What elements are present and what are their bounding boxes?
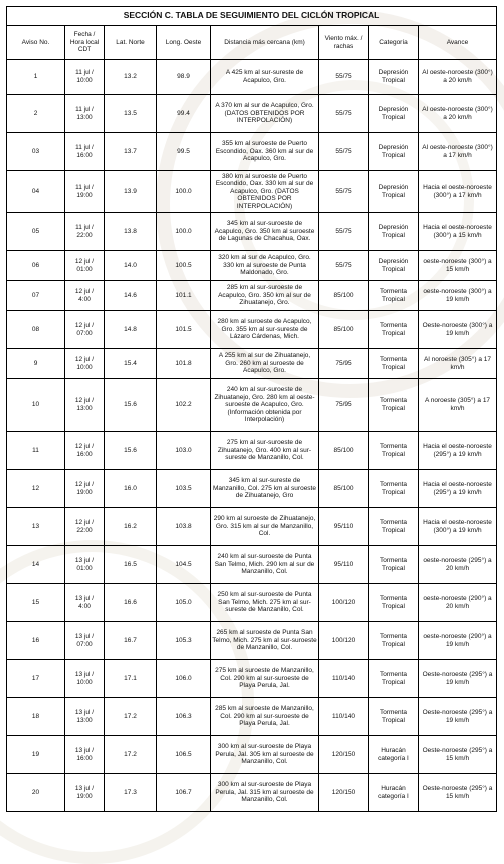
col-header-viento: Viento máx. / rachas — [319, 26, 369, 60]
cell-avance: Al noroeste (305°) a 17 km/h — [419, 349, 497, 379]
cell-lat: 16.5 — [105, 546, 157, 584]
table-row — [7, 736, 497, 774]
cell-lon: 103.5 — [157, 470, 211, 508]
cell-distancia: 300 km al sur-suroeste de Playa Perula, Jal. 305 km al suroeste de Manzanillo, Col. — [211, 736, 319, 774]
cell-aviso: 08 — [7, 311, 65, 349]
table-row — [7, 171, 497, 213]
cell-categoria: Depresión Tropical — [369, 95, 419, 133]
cell-categoria: Huracán categoría I — [369, 736, 419, 774]
cell-viento: 55/75 — [319, 133, 369, 171]
cell-fecha: 13 jul / 19:00 — [65, 774, 105, 812]
cell-viento: 100/120 — [319, 584, 369, 622]
cell-viento: 100/120 — [319, 622, 369, 660]
cell-fecha: 11 jul / 19:00 — [65, 171, 105, 213]
cell-fecha: 13 jul / 13:00 — [65, 698, 105, 736]
cell-aviso: 18 — [7, 698, 65, 736]
cell-lat: 15.4 — [105, 349, 157, 379]
cell-viento: 85/100 — [319, 432, 369, 470]
cell-fecha: 12 jul / 16:00 — [65, 432, 105, 470]
cell-lon: 106.3 — [157, 698, 211, 736]
cell-fecha: 11 jul / 16:00 — [65, 133, 105, 171]
cell-avance: oeste-noroeste (300°) a 19 km/h — [419, 281, 497, 311]
cell-viento: 110/140 — [319, 660, 369, 698]
cell-lat: 16.2 — [105, 508, 157, 546]
cell-fecha: 12 jul / 13:00 — [65, 379, 105, 432]
cell-lon: 100.0 — [157, 171, 211, 213]
cell-categoria: Depresión Tropical — [369, 133, 419, 171]
cell-avance: Al oeste-noroeste (300°) a 20 km/h — [419, 60, 497, 95]
cell-aviso: 17 — [7, 660, 65, 698]
col-header-fecha: Fecha / Hora local CDT — [65, 26, 105, 60]
cell-distancia: 265 km al suroeste de Punta San Telmo, Mich. 275 km al sur-suroeste de Manzanillo, Col. — [211, 622, 319, 660]
cell-distancia: 275 km al suroeste de Manzanillo, Col. 290 km al sur-suroeste de Playa Perula, Jal. — [211, 660, 319, 698]
cell-viento: 55/75 — [319, 60, 369, 95]
cell-avance: Oeste-noroeste (300°) a 19 km/h — [419, 311, 497, 349]
cell-aviso: 19 — [7, 736, 65, 774]
tracking-table — [6, 6, 497, 812]
table-row — [7, 584, 497, 622]
cell-fecha: 13 jul / 4:00 — [65, 584, 105, 622]
cell-lon: 106.5 — [157, 736, 211, 774]
col-header-avance: Avance — [419, 26, 497, 60]
cell-viento: 55/75 — [319, 171, 369, 213]
cell-distancia: 380 km al suroeste de Puerto Escondido, Oax. 330 km al sur de Acapulco, Gro. (DATOS OBTENIDOS POR INTERPOLACIÓN) — [211, 171, 319, 213]
cell-aviso: 12 — [7, 470, 65, 508]
cell-lat: 15.6 — [105, 379, 157, 432]
cell-categoria: Tormenta Tropical — [369, 508, 419, 546]
cell-distancia: 320 km al sur de Acapulco, Gro. 330 km al suroeste de Punta Maldonado, Gro. — [211, 251, 319, 281]
cell-distancia: 240 km al sur-suroeste de Punta San Telmo, Mich. 290 km al sur de Manzanillo, Col. — [211, 546, 319, 584]
cell-distancia: 345 km al sur-sureste de Manzanillo, Col. 275 km al suroeste de Zihuatanejo, Gro — [211, 470, 319, 508]
cell-lon: 100.0 — [157, 213, 211, 251]
cell-categoria: Depresión Tropical — [369, 171, 419, 213]
cell-categoria: Tormenta Tropical — [369, 432, 419, 470]
cell-distancia: 280 km al suroeste de Acapulco, Gro. 355 km al sur-sureste de Lázaro Cárdenas, Mich. — [211, 311, 319, 349]
cell-aviso: 14 — [7, 546, 65, 584]
table-title: SECCIÓN C. TABLA DE SEGUIMIENTO DEL CICLÓN TROPICAL — [7, 7, 497, 26]
cell-categoria: Depresión Tropical — [369, 251, 419, 281]
cell-categoria: Tormenta Tropical — [369, 349, 419, 379]
cell-lon: 105.0 — [157, 584, 211, 622]
table-row — [7, 311, 497, 349]
cell-categoria: Tormenta Tropical — [369, 660, 419, 698]
cell-distancia: 345 km al sur-suroeste de Acapulco, Gro. 350 km al suroeste de Lagunas de Chacahua, Oax. — [211, 213, 319, 251]
cell-aviso: 20 — [7, 774, 65, 812]
cell-aviso: 1 — [7, 60, 65, 95]
cell-avance: oeste-noroeste (290°) a 19 km/h — [419, 622, 497, 660]
cell-fecha: 12 jul / 4:00 — [65, 281, 105, 311]
cell-aviso: 11 — [7, 432, 65, 470]
cell-viento: 55/75 — [319, 95, 369, 133]
table-row — [7, 432, 497, 470]
cell-avance: Oeste-noroeste (295°) a 15 km/h — [419, 736, 497, 774]
cell-fecha: 13 jul / 07:00 — [65, 622, 105, 660]
cell-avance: Oeste-noroeste (295°) a 15 km/h — [419, 774, 497, 812]
cell-viento: 120/150 — [319, 736, 369, 774]
header-row — [7, 26, 497, 60]
table-row — [7, 622, 497, 660]
cell-distancia: 300 km al sur-suroeste de Playa Perula, Jal. 315 km al suroeste de Manzanillo, Col. — [211, 774, 319, 812]
table-row — [7, 470, 497, 508]
cell-lat: 13.5 — [105, 95, 157, 133]
cell-lon: 106.7 — [157, 774, 211, 812]
cell-lon: 101.8 — [157, 349, 211, 379]
cell-viento: 110/140 — [319, 698, 369, 736]
col-header-categoria: Categoría — [369, 26, 419, 60]
cell-viento: 95/110 — [319, 508, 369, 546]
cell-avance: Hacia el oeste-noroeste (300°) a 19 km/h — [419, 508, 497, 546]
cell-lat: 13.2 — [105, 60, 157, 95]
cell-viento: 75/95 — [319, 349, 369, 379]
cell-viento: 75/95 — [319, 379, 369, 432]
cell-fecha: 11 jul / 22:00 — [65, 213, 105, 251]
cell-distancia: 275 km al sur-suroeste de Zihuatanejo, Gro. 400 km al sur-sureste de Manzanillo, Col. — [211, 432, 319, 470]
table-row — [7, 660, 497, 698]
cell-categoria: Depresión Tropical — [369, 213, 419, 251]
cell-lat: 14.8 — [105, 311, 157, 349]
table-row — [7, 95, 497, 133]
cell-distancia: A 255 km al sur de Zihuatanejo, Gro. 260 km al suroeste de Acapulco, Gro. — [211, 349, 319, 379]
cell-aviso: 06 — [7, 251, 65, 281]
cell-fecha: 12 jul / 22:00 — [65, 508, 105, 546]
cell-fecha: 12 jul / 19:00 — [65, 470, 105, 508]
cell-avance: Hacia el oeste-noroeste (300°) a 17 km/h — [419, 171, 497, 213]
cell-avance: Hacia el oeste-noroeste (300°) a 15 km/h — [419, 213, 497, 251]
cell-distancia: 240 km al sur-suroeste de Zihuatanejo, Gro. 280 km al oeste-suroeste de Acapulco, Gro. (Información obtenida por Interpolación) — [211, 379, 319, 432]
cell-fecha: 12 jul / 10:00 — [65, 349, 105, 379]
table-row — [7, 349, 497, 379]
cell-distancia: 285 km al sur-suroeste de Acapulco, Gro. 350 km al sur de Zihuatanejo, Gro. — [211, 281, 319, 311]
cell-avance: Hacia el oeste-noroeste (295°) a 19 km/h — [419, 470, 497, 508]
cell-avance: A noroeste (305°) a 17 km/h — [419, 379, 497, 432]
cell-avance: Oeste-noroeste (295°) a 19 km/h — [419, 660, 497, 698]
cell-avance: oeste-noroeste (290°) a 20 km/h — [419, 584, 497, 622]
cell-lat: 14.6 — [105, 281, 157, 311]
table-row — [7, 281, 497, 311]
cell-lon: 105.3 — [157, 622, 211, 660]
cell-avance: Hacia el oeste-noroeste (295°) a 19 km/h — [419, 432, 497, 470]
cell-viento: 85/100 — [319, 311, 369, 349]
table-row — [7, 379, 497, 432]
cell-lon: 99.5 — [157, 133, 211, 171]
cell-fecha: 13 jul / 01:00 — [65, 546, 105, 584]
cell-categoria: Tormenta Tropical — [369, 470, 419, 508]
cell-fecha: 13 jul / 16:00 — [65, 736, 105, 774]
cell-lon: 102.2 — [157, 379, 211, 432]
cell-lat: 17.3 — [105, 774, 157, 812]
cell-viento: 85/100 — [319, 281, 369, 311]
cell-aviso: 15 — [7, 584, 65, 622]
table-row — [7, 774, 497, 812]
table-body — [7, 60, 497, 812]
table-row — [7, 60, 497, 95]
cell-lat: 16.7 — [105, 622, 157, 660]
cell-lon: 98.9 — [157, 60, 211, 95]
table-row — [7, 133, 497, 171]
cell-avance: oeste-noroeste (295°) a 20 km/h — [419, 546, 497, 584]
cell-fecha: 12 jul / 07:00 — [65, 311, 105, 349]
cell-lon: 103.8 — [157, 508, 211, 546]
cell-lon: 99.4 — [157, 95, 211, 133]
cell-aviso: 03 — [7, 133, 65, 171]
cell-categoria: Tormenta Tropical — [369, 379, 419, 432]
cell-categoria: Depresión Tropical — [369, 60, 419, 95]
table-row — [7, 213, 497, 251]
cell-avance: Oeste-noroeste (295°) a 19 km/h — [419, 698, 497, 736]
cell-fecha: 13 jul / 10:00 — [65, 660, 105, 698]
cell-aviso: 07 — [7, 281, 65, 311]
cell-categoria: Huracán categoría I — [369, 774, 419, 812]
table-row — [7, 508, 497, 546]
cell-distancia: 290 km al suroeste de Zihuatanejo, Gro. 315 km al sur de Manzanillo, Col. — [211, 508, 319, 546]
table-row — [7, 698, 497, 736]
cell-aviso: 10 — [7, 379, 65, 432]
cell-lat: 15.6 — [105, 432, 157, 470]
cell-aviso: 2 — [7, 95, 65, 133]
cell-distancia: 355 km al suroeste de Puerto Escondido, Oax. 360 km al sur de Acapulco, Gro. — [211, 133, 319, 171]
col-header-distancia: Distancia más cercana (km) — [211, 26, 319, 60]
cell-lat: 13.8 — [105, 213, 157, 251]
cell-fecha: 11 jul / 10:00 — [65, 60, 105, 95]
table-row — [7, 546, 497, 584]
cell-viento: 55/75 — [319, 251, 369, 281]
cell-viento: 85/100 — [319, 470, 369, 508]
tracking-table-document — [6, 6, 496, 812]
cell-categoria: Tormenta Tropical — [369, 281, 419, 311]
cell-avance: oeste-noroeste (300°) a 15 km/h — [419, 251, 497, 281]
cell-aviso: 13 — [7, 508, 65, 546]
cell-viento: 120/150 — [319, 774, 369, 812]
cell-aviso: 04 — [7, 171, 65, 213]
cell-distancia: 285 km al suroeste de Manzanillo, Col. 290 km al sur-suroeste de Playa Perula, Jal. — [211, 698, 319, 736]
cell-lon: 104.5 — [157, 546, 211, 584]
cell-lon: 101.1 — [157, 281, 211, 311]
cell-lat: 13.7 — [105, 133, 157, 171]
cell-categoria: Tormenta Tropical — [369, 622, 419, 660]
cell-categoria: Tormenta Tropical — [369, 546, 419, 584]
cell-aviso: 9 — [7, 349, 65, 379]
cell-viento: 95/110 — [319, 546, 369, 584]
cell-lat: 17.1 — [105, 660, 157, 698]
col-header-lon: Long. Oeste — [157, 26, 211, 60]
cell-lat: 13.9 — [105, 171, 157, 213]
cell-lon: 106.0 — [157, 660, 211, 698]
table-row — [7, 251, 497, 281]
cell-distancia: A 370 km al sur de Acapulco, Gro. (DATOS OBTENIDOS POR INTERPOLACIÓN) — [211, 95, 319, 133]
cell-lat: 17.2 — [105, 698, 157, 736]
cell-lon: 101.5 — [157, 311, 211, 349]
cell-distancia: A 425 km al sur-sureste de Acapulco, Gro. — [211, 60, 319, 95]
cell-lat: 17.2 — [105, 736, 157, 774]
cell-aviso: 05 — [7, 213, 65, 251]
cell-lat: 16.0 — [105, 470, 157, 508]
cell-lon: 100.5 — [157, 251, 211, 281]
cell-lat: 14.0 — [105, 251, 157, 281]
cell-categoria: Tormenta Tropical — [369, 584, 419, 622]
cell-categoria: Tormenta Tropical — [369, 311, 419, 349]
cell-fecha: 12 jul / 01:00 — [65, 251, 105, 281]
cell-fecha: 11 jul / 13:00 — [65, 95, 105, 133]
col-header-lat: Lat. Norte — [105, 26, 157, 60]
cell-aviso: 16 — [7, 622, 65, 660]
col-header-aviso: Aviso No. — [7, 26, 65, 60]
cell-avance: Al oeste-noroeste (300°) a 17 km/h — [419, 133, 497, 171]
cell-distancia: 250 km al sur-suroeste de Punta San Telmo, Mich. 275 km al sur-sureste de Manzanillo, Col. — [211, 584, 319, 622]
cell-viento: 55/75 — [319, 213, 369, 251]
cell-categoria: Tormenta Tropical — [369, 698, 419, 736]
cell-avance: Al oeste-noroeste (300°) a 20 km/h — [419, 95, 497, 133]
cell-lon: 103.0 — [157, 432, 211, 470]
cell-lat: 16.6 — [105, 584, 157, 622]
